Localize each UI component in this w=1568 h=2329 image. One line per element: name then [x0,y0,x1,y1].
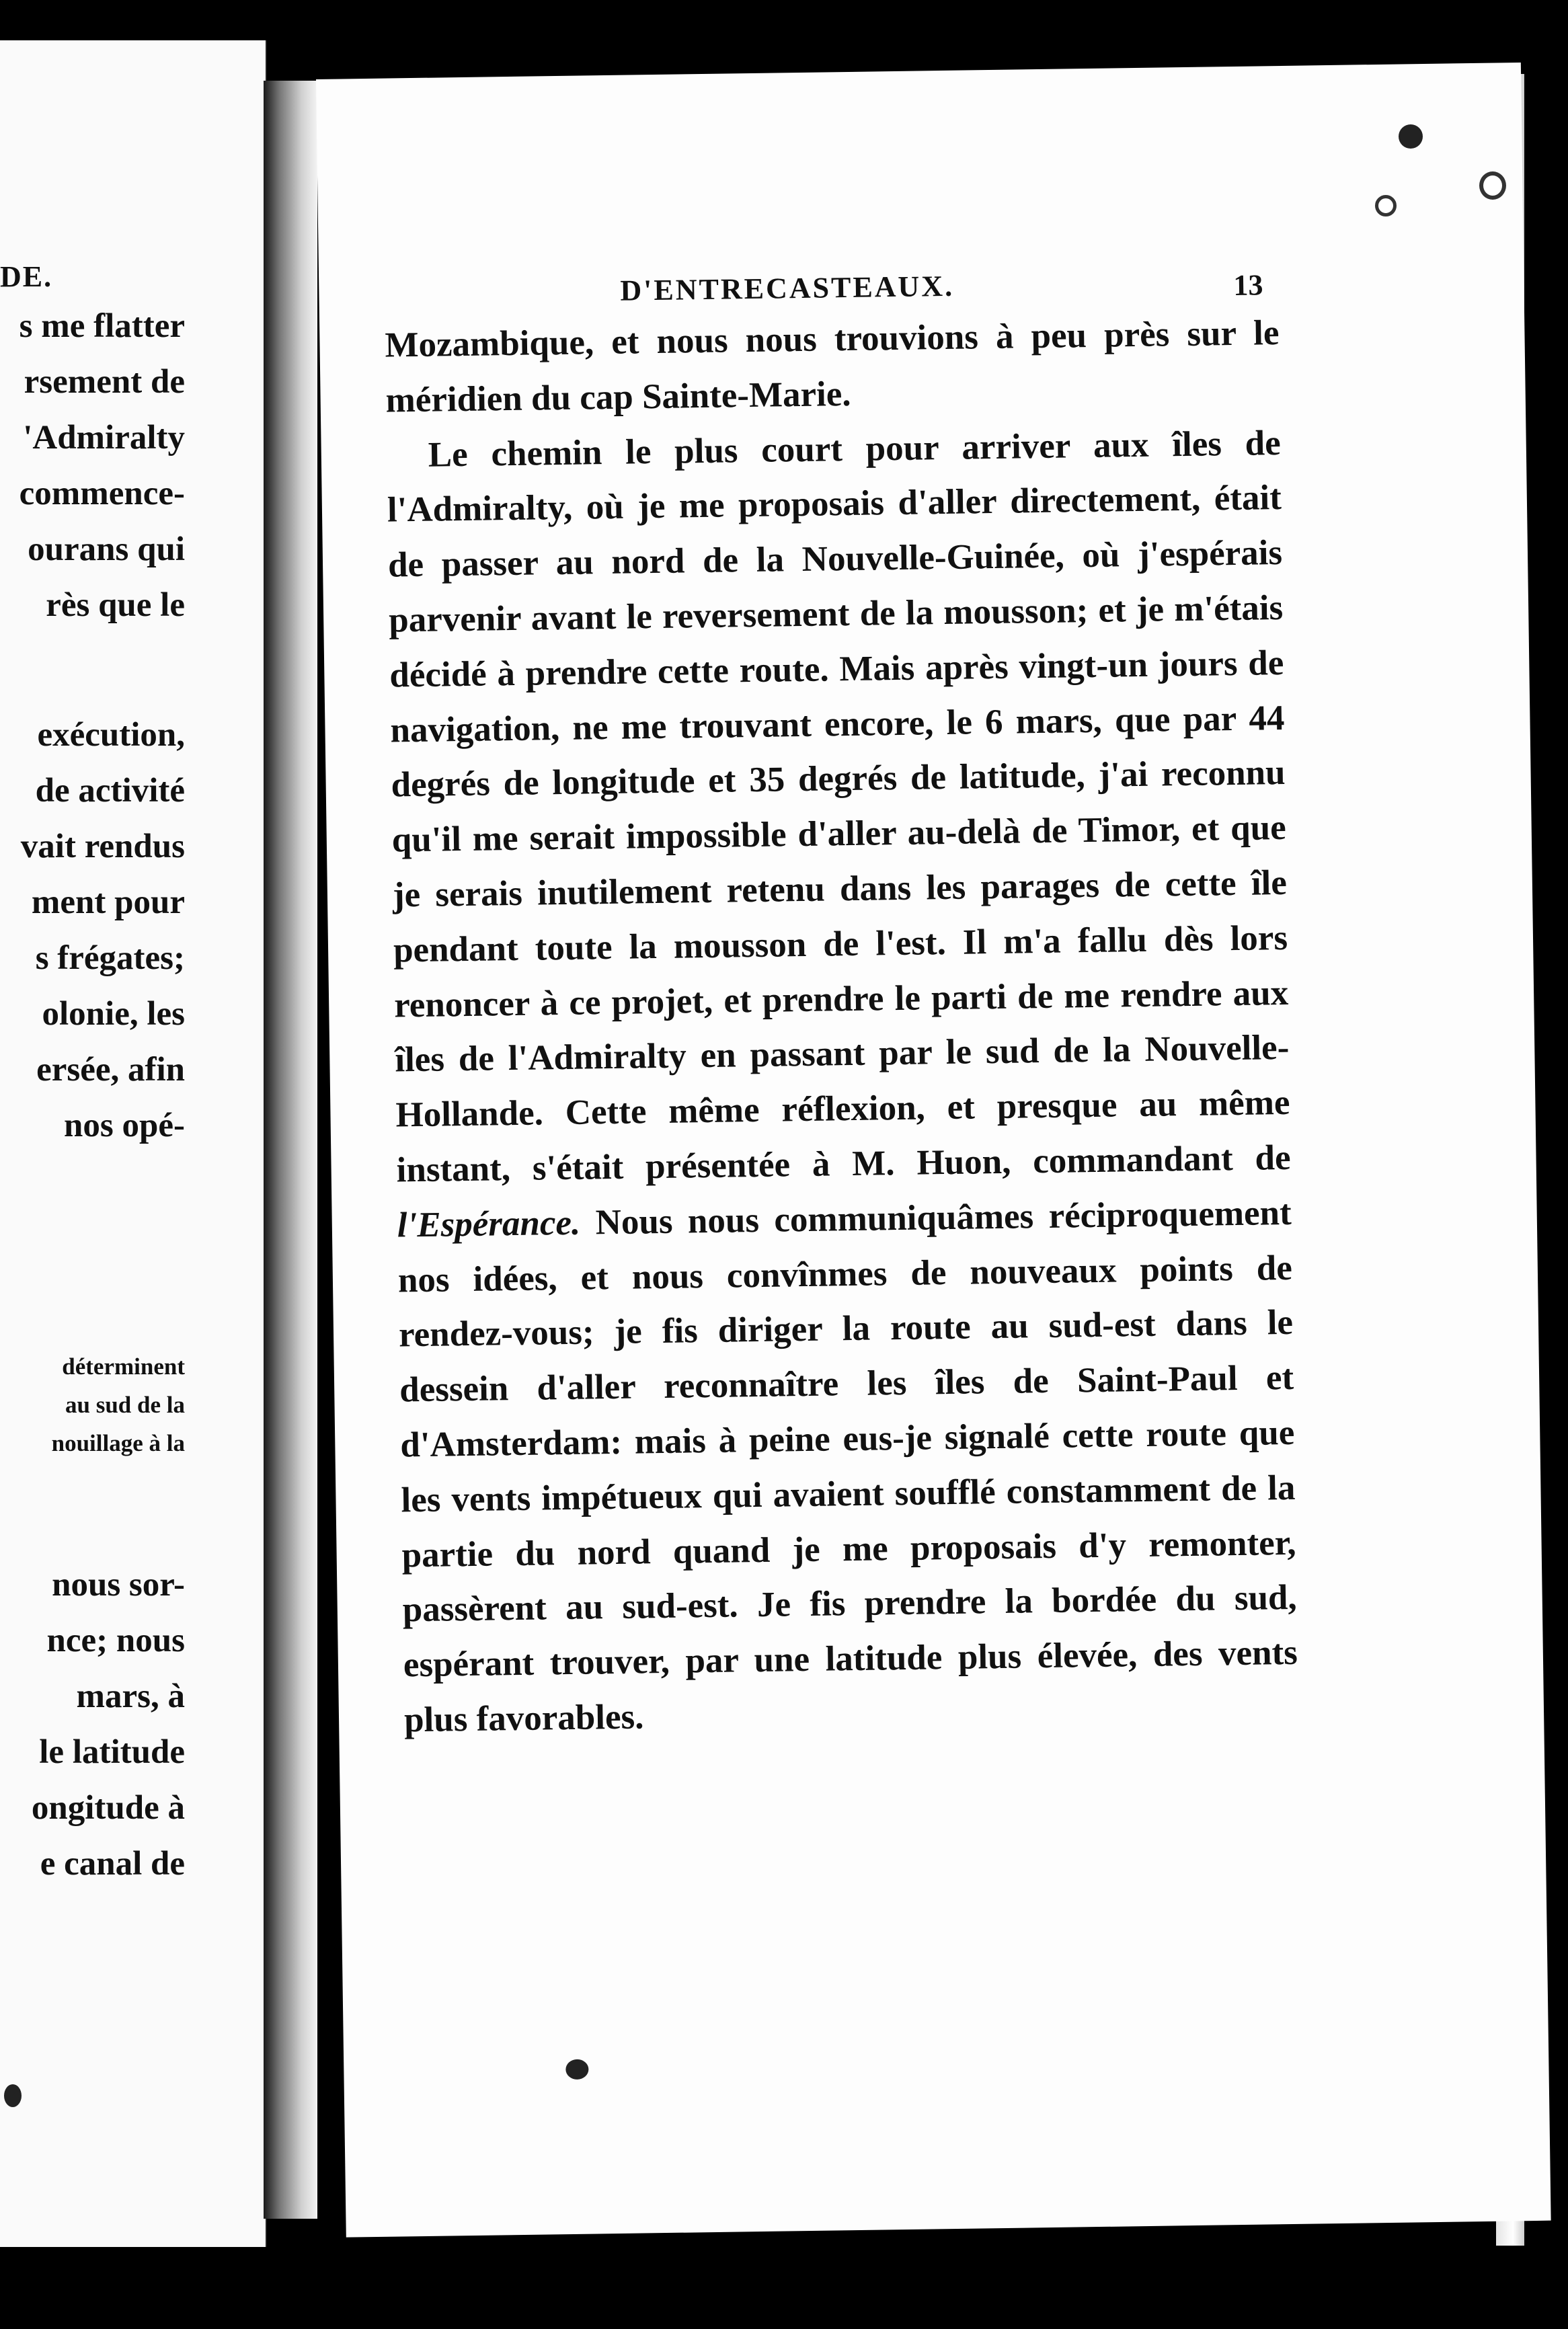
left-line: s me flatter [19,307,185,345]
ink-speck [1399,124,1423,149]
ship-name: l'Espérance. [397,1203,581,1245]
left-line: ersée, afin [36,1051,185,1089]
left-line: de activité [35,772,185,810]
paragraph [386,416,1298,1749]
page-number: 13 [1233,268,1263,302]
left-running-head: DE. [0,260,53,293]
left-note-line: au sud de la [65,1392,185,1418]
ink-speck [1375,195,1397,216]
left-line: olonie, les [42,995,185,1033]
right-page [316,63,1551,2238]
left-line: rès que le [46,586,185,624]
paragraph-text: Nous nous communiquâmes réciproquement nos idées, et nous convînmes de nouveaux points de rendez-vous; je fis diriger la route au sud-est dans le dessein d'aller reconnaître les îles de Saint-Paul et d'Amsterdam: mais à peine eus-je signalé cette route que les vents impétueux qui avaient soufflé constamment de la partie du nord quand je me proposais d'y remonter, passèrent au sud-est. Je fis prendre la bordée du sud, espérant trouver, par une latitude plus élevée, des vents plus favorables. [397,1193,1298,1740]
ink-speck [565,2059,588,2080]
left-line: 'Admiralty [23,419,185,457]
left-line: ourans qui [28,530,185,568]
left-note-line: déterminent [62,1353,185,1380]
left-line: nce; nous [46,1622,185,1659]
left-line: nous sor- [52,1566,185,1604]
paragraph: Mozambique, et nous nous trouvions à peu près sur le méridien du cap Sainte-Marie. [385,313,1280,420]
left-line: commence- [19,475,185,512]
left-line: exécution, [37,716,185,754]
ink-speck [4,2084,22,2107]
left-line: nos opé- [64,1107,185,1144]
left-line: rsement de [24,363,185,401]
gutter-shadow [264,81,317,2219]
body-text [385,306,1299,1748]
paragraph-text: Le chemin le plus court pour arriver aux îles de l'Admiralty, où je me proposais d'aller directement, était de passer au nord de la Nouvelle-Guinée, où j'espérais parvenir avant le reversement de la mousson; et je m'étais décidé à prendre cette route. Mais après vingt-un jours de navigation, ne me trouvant encore, le 6 mars, que par 44 degrés de longitude et 35 degrés de latitude, j'ai reconnu qu'il me serait impossible d'aller au-delà de Timor, et que je serais inutilement retenu dans les parages de cette île pendant toute la mousson de l'est. Il m'a fallu dès lors renoncer à ce projet, et prendre le parti de me rendre aux îles de l'Admiralty en passant par le sud de la Nouvelle-Hollande. Cette même réflexion, et presque au même instant, s'était présentée à M. Huon, commandant de [387,423,1291,1190]
left-line: le latitude [39,1733,185,1771]
left-page [0,40,267,2247]
left-line: e canal de [40,1845,185,1883]
left-line: vait rendus [20,828,185,865]
ink-speck [1479,171,1506,200]
left-note-line: nouillage à la [51,1430,185,1456]
left-line: s frégates; [35,939,185,977]
running-head: D'ENTRECASTEAUX. [620,269,955,307]
left-line: mars, à [76,1677,185,1715]
left-line: ongitude à [31,1789,185,1827]
left-line: ment pour [31,883,185,921]
